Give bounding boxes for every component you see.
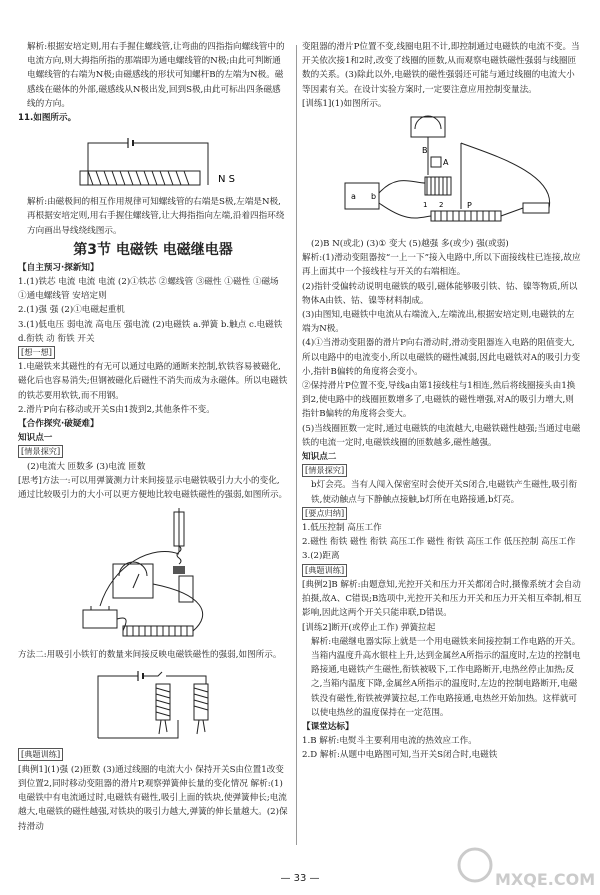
summary-3: 3.(2)距离 bbox=[302, 551, 340, 562]
terminal-2-label: 2 bbox=[439, 201, 444, 210]
scene-answer: (2)电流大 匝数多 (3)电流 匝数 bbox=[27, 461, 146, 472]
summary-1: 1.低压控制 高压工作 bbox=[302, 523, 382, 534]
watermark-logo bbox=[455, 845, 595, 891]
think-answer-2: 2.滑片P向右移动或开关S由1拨到2,其他条件不变。 bbox=[18, 404, 215, 415]
iron-label: A bbox=[443, 158, 449, 168]
think-tag: [想一想] bbox=[18, 346, 55, 359]
wire-b-label: b bbox=[371, 192, 377, 202]
training-1: [训练1](1)如图所示。 bbox=[302, 98, 387, 109]
training-2-analysis: 解析:电磁继电器实际上就是一个用电磁铁来间接控制工作电路的开关。当箱内温度升高水银柱上升,达到金属丝A所指示的温度时,左边的控制电路接通,电磁铁产生磁性,衔铁被吸下,工作电路断开,电热丝停止加热;反之,当箱内温度下降,金属丝A所指示的温度时,左边的控制电路断开,电磁铁没有磁性,衔铁被弹簧拉起,工作电路接通,电热丝开始加热。这样就可以使电热丝的温度保持在一定范围。 bbox=[311, 636, 581, 718]
analysis-5: ②保持滑片P位置不变,导线a由第1接线柱与1相连,然后将线圈接头由1换到2,使电路中的线圈匝数增多了,电磁铁的磁性增强,对A的吸引力增大,则指针B偏转的角度将会变大。 bbox=[302, 381, 576, 420]
analysis-4: (4)①当滑动变阻器的滑片P向右滑动时,滑动变阻器连入电路的阻值变大,所以电路中的电流变小,所以电磁铁的磁性减弱,因此电磁铁对A的吸引力变小,指针B偏转的角度将会变小。 bbox=[302, 338, 581, 377]
scene-tag: [情景探究] bbox=[302, 464, 347, 477]
answer-1: 1.(1)铁芯 电流 电流 电流 (2)①铁芯 ②螺线管 ③磁性 ①磁性 ①磁场 ①通电螺线管 安培定则 bbox=[18, 277, 279, 302]
think-answer-1: 1.电磁铁来其磁性的有无可以通过电路的通断来控制,软铁容易被磁化,磁化后也容易消失;但钢被磁化后磁性不消失而成为永磁体。所以电磁铁的铁芯要用软铁,而不用钢。 bbox=[18, 362, 288, 401]
answer-2: 2.(1)强 强 (2)①电磁起重机 bbox=[18, 305, 125, 316]
train-tag: [典题训练] bbox=[302, 564, 347, 577]
magnet-label: N S bbox=[218, 174, 236, 186]
example-2: [典例2]B 解析:由题意知,光控开关和压力开关都闭合时,摄像系统才会自动拍摄,故A、C错误;B选项中,光控开关和压力开关和压力开关相互牵制,相互影响,因此这两个开关只能串联,D错误。 bbox=[302, 579, 582, 619]
class-answer-1: 1.B 解析:电熨斗主要利用电流的热效应工作。 bbox=[302, 736, 477, 747]
class-answer-2: 2.D 解析:从题中电路图可知,当开关S闭合时,电磁铁 bbox=[302, 750, 498, 761]
section-title: 第3节 电磁铁 电磁继电器 bbox=[73, 241, 233, 258]
training-2: [训练2]断开(或停止工作) 弹簧拉起 bbox=[302, 622, 436, 633]
spring-scale-figure bbox=[53, 504, 253, 646]
training-1-answer: (2)B N(或北) (3)① 变大 (5)越强 多(或少) 强(或弱) bbox=[311, 239, 509, 250]
answer-analysis: 解析:根据安培定则,用右手握住螺线管,让弯曲的四指指向螺线管中的电流方向,则大拇指所指的那端即为通电螺线管的N极;由此可判断通电螺线管的右端为N极;由磁感线的形状可知螺杆B的左端为N极。磁感线在磁体的外部,磁感线从N极出发,回到S极,由此可标出四条磁感线的方向。 bbox=[27, 42, 285, 109]
summary-tag: [要点归纳] bbox=[302, 507, 347, 520]
heading-preview: 【自主预习·探新知】 bbox=[18, 262, 99, 273]
heading-cooperate: 【合作探究·破疑难】 bbox=[18, 419, 99, 430]
method-2-text: 方法二:用吸引小铁钉的数量来间接反映电磁铁磁性的强弱,如图所示。 bbox=[18, 650, 282, 661]
solenoid-figure bbox=[58, 127, 248, 193]
iron-nails-figure bbox=[78, 664, 228, 746]
column-divider bbox=[296, 45, 297, 845]
pointer-label: B bbox=[422, 146, 428, 156]
scene-answer: b灯会亮。当有人闯入保密室时会使开关S闭合,电磁铁产生磁性,吸引衔铁,使动触点与下静触点接触,b灯所在电路接通,b灯亮。 bbox=[311, 480, 578, 505]
analysis-6: (5)当线圈匝数一定时,通过电磁铁的电流越大,电磁铁磁性越强;当通过电磁铁的电流一定时,电磁铁线圈的匝数越多,磁性越强。 bbox=[302, 423, 581, 448]
answer-3: 3.(1)低电压 弱电流 高电压 强电流 (2)电磁铁 a.弹簧 b.触点 c.电磁铁 d.衔铁 动 衔铁 开关 bbox=[18, 319, 283, 344]
train-tag: [典题训练] bbox=[18, 748, 63, 761]
knowledge-point-2: 知识点二 bbox=[302, 452, 337, 463]
slider-label: P bbox=[467, 201, 472, 211]
wire-a-label: a bbox=[351, 192, 356, 202]
answer-analysis: 解析:由磁极间的相互作用规律可知螺线管的右端是S极,左端是N极,再根据安培定则,用右手握住螺线管,让大拇指指向左端,沿着四指环绕方向画出导线绕线图示。 bbox=[27, 197, 285, 236]
question-11: 11.如图所示。 bbox=[18, 113, 77, 124]
summary-2: 2.磁性 衔铁 磁性 衔铁 高压工作 磁性 衔铁 高压工作 低压控制 高压工作 bbox=[302, 537, 576, 548]
page-number: — 33 — bbox=[280, 873, 320, 884]
knowledge-point-1: 知识点一 bbox=[18, 433, 53, 444]
experiment-figure bbox=[327, 113, 557, 235]
right-column bbox=[302, 40, 582, 763]
left-column bbox=[18, 40, 288, 834]
heading-class: 【课堂达标】 bbox=[302, 721, 354, 732]
analysis-2: (2)指针受偏转动说明电磁铁的吸引,磁体能够吸引铁、钴、镍等物质,所以物体A由铁、钴、镍等材料制成。 bbox=[302, 281, 578, 306]
scene-tag: [情景探究] bbox=[18, 445, 63, 458]
example-1: [典例1](1)强 (2)匝数 (3)通过线圈的电流大小 保持开关S由位置1改变到位置2,同时移动变阻器的滑片P,观察弹簧伸长量的变化情况 解析:(1)电磁铁中有电流通过时,电磁铁有磁性,吸引上面的铁块,使弹簧伸长;电流越大,电磁铁的磁性越强,对铁块的吸引力越大,弹簧的伸长量越大。(2)保持滑动 bbox=[18, 764, 288, 832]
terminal-1-label: 1 bbox=[423, 201, 428, 210]
analysis-1: 解析:(1)滑动变阻器按“一上一下”接入电路中,所以下面接线柱已连接,故应再上面其中一个接线柱与开关的右端相连。 bbox=[302, 253, 581, 278]
watermark-text: MXQE.COM bbox=[495, 870, 595, 889]
example-1-continued: 变阻器的滑片P位置不变,线圈电阻不计,即控制通过电磁铁的电流不变。当开关依次接1和2时,改变了线圈的匝数,从而观察电磁铁磁性强弱与线圈匝数的关系。(3)除此以外,电磁铁的磁性强弱还可能与通过线圈的电流大小等因素有关。在设计实验方案时,一定要注意应用控制变量法。 bbox=[302, 42, 580, 95]
ponder-text: [思考]方法一:可以用弹簧测力计来间接显示电磁铁吸引力大小的变化,通过比较吸引力的大小可以更方便地比较电磁铁磁性的强弱,如图所示。 bbox=[18, 475, 288, 501]
analysis-3: (3)由图知,电磁铁中电流从右端流入,左端流出,根据安培定则,电磁铁的左端为N极。 bbox=[302, 310, 575, 335]
